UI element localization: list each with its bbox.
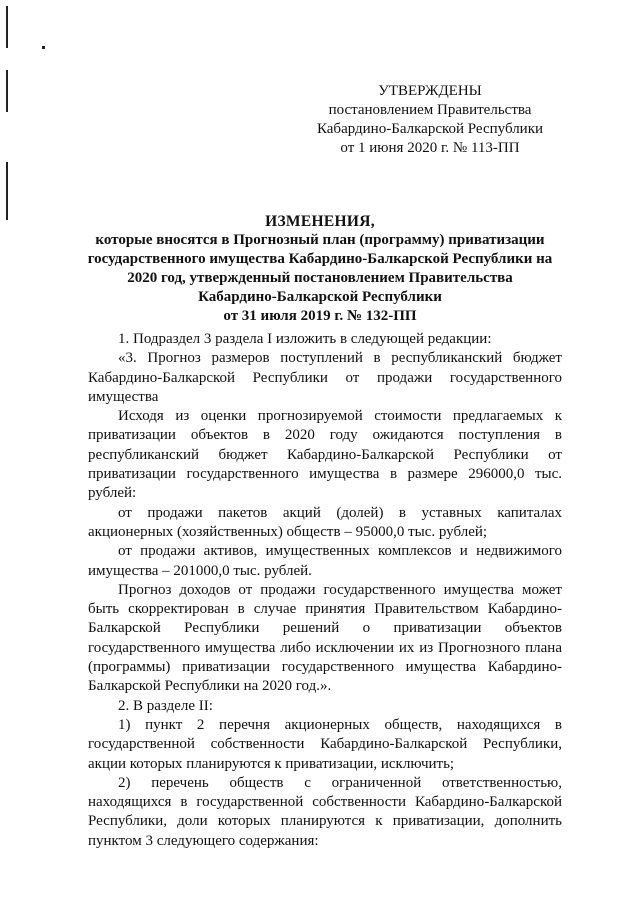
approval-title: УТВЕРЖДЕНЫ <box>378 83 482 99</box>
heading-line: государственного имущества Кабардино-Балкарской Республики на <box>87 251 553 267</box>
heading-line: которые вносятся в Прогнозный план (программу) приватизации <box>95 232 545 248</box>
paragraph: 1) пункт 2 перечня акционерных обществ, находящихся в государственной собственности Кабардино-Балкарской Республики, акции которых планируются к приватизации, исключить; <box>88 716 562 772</box>
paragraph: 2. В разделе II: <box>118 697 213 714</box>
approval-line: Кабардино-Балкарской Республики <box>316 121 544 137</box>
scan-mark-lower <box>6 162 8 220</box>
approval-date: от 1 июня 2020 г. № 113-ПП <box>340 140 520 156</box>
scan-mark-top <box>6 6 8 48</box>
paragraph: от продажи активов, имущественных комплексов и недвижимого имущества – 201000,0 тыс. рублей. <box>88 543 562 579</box>
paragraph: от продажи пакетов акций (долей) в уставных капиталах акционерных (хозяйственных) обществ – 95000,0 тыс. рублей; <box>88 504 562 540</box>
heading-line: от 31 июля 2019 г. № 132-ПП <box>223 308 417 324</box>
document-heading <box>70 212 570 326</box>
approval-block <box>300 82 560 158</box>
paragraph: Прогноз доходов от продажи государственного имущества может быть скорректирован в случае принятия Правительством Кабардино-Балкарской Республики решений о приватизации объектов государственного имущества либо исключении их из Прогнозного плана (программы) приватизации государственного имущества Кабардино-Балкарской Республики на 2020 год.». <box>88 581 562 695</box>
heading-line: 2020 год, утвержденный постановлением Правительства <box>127 270 513 286</box>
document-body <box>88 330 562 851</box>
paragraph: 1. Подраздел 3 раздела I изложить в следующей редакции: <box>118 331 492 347</box>
scan-mark-dot <box>42 46 45 49</box>
heading-title: ИЗМЕНЕНИЯ, <box>265 213 375 230</box>
paragraph: «3. Прогноз размеров поступлений в республиканский бюджет Кабардино-Балкарской Республики от продажи государственного имущества <box>88 350 562 405</box>
paragraph: 2) перечень обществ с ограниченной ответственностью, находящихся в государственной собственности Кабардино-Балкарской Республики, доли которых планируются к приватизации, дополнить пунктом 3 следующего содержания: <box>88 774 562 849</box>
paragraph: Исходя из оценки прогнозируемой стоимости предлагаемых к приватизации объектов в 2020 году ожидаются поступления в республиканский бюджет Кабардино-Балкарской Республики от приватизации государственного имущества в размере 296000,0 тыс. рублей: <box>88 408 562 502</box>
scan-mark-middle <box>6 70 8 112</box>
approval-line: постановлением Правительства <box>328 102 532 118</box>
heading-line: Кабардино-Балкарской Республики <box>198 289 442 305</box>
